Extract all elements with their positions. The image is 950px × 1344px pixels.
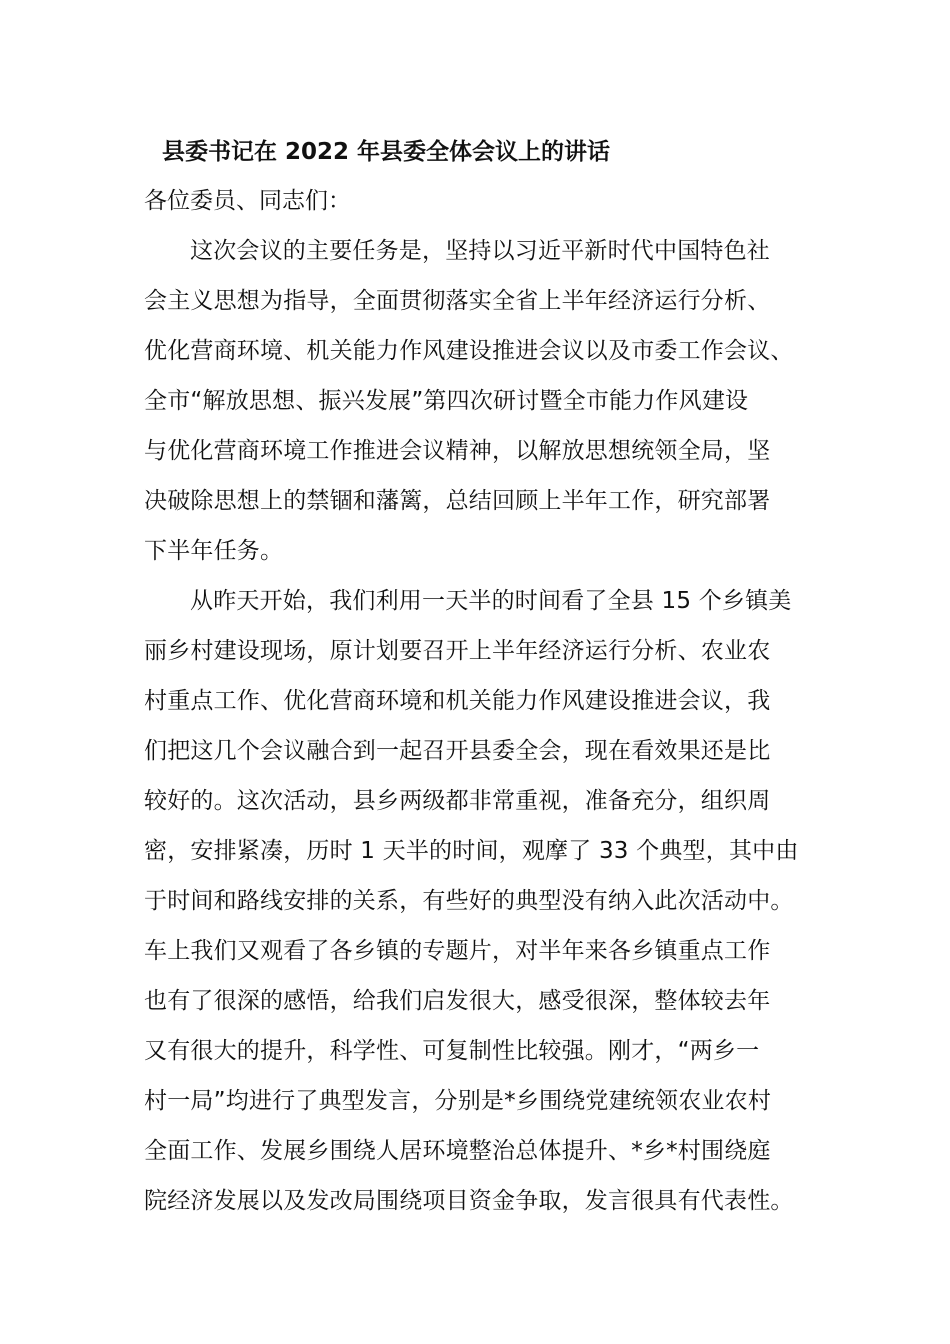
paragraph-2 — [144, 576, 824, 1226]
paragraph-line: 决破除思想上的禁锢和藩篱，总结回顾上半年工作，研究部署 — [144, 488, 771, 514]
paragraph-line: 们把这几个会议融合到一起召开县委全会，现在看效果还是比 — [144, 738, 771, 764]
paragraph-1 — [144, 226, 824, 576]
paragraph-line: 从昨天开始，我们利用一天半的时间看了全县 15 个乡镇美 — [190, 588, 792, 614]
document-title: 县委书记在 2022 年县委全体会议上的讲话 — [162, 139, 611, 165]
paragraph-line: 与优化营商环境工作推进会议精神，以解放思想统领全局，坚 — [144, 438, 771, 464]
paragraph-line: 于时间和路线安排的关系，有些好的典型没有纳入此次活动中。 — [144, 888, 794, 914]
paragraph-line: 较好的。这次活动，县乡两级都非常重视，准备充分，组织周 — [144, 788, 771, 814]
paragraph-line: 全市“解放思想、振兴发展”第四次研讨暨全市能力作风建设 — [144, 388, 749, 414]
paragraph-line: 下半年任务。 — [144, 538, 284, 564]
paragraph-line: 密，安排紧凑，历时 1 天半的时间，观摩了 33 个典型，其中由 — [144, 838, 799, 864]
paragraph-line: 也有了很深的感悟，给我们启发很大，感受很深，整体较去年 — [144, 988, 771, 1014]
paragraph-line: 这次会议的主要任务是，坚持以习近平新时代中国特色社 — [190, 238, 770, 264]
paragraph-line: 车上我们又观看了各乡镇的专题片，对半年来各乡镇重点工作 — [144, 938, 771, 964]
paragraph-line: 又有很大的提升，科学性、可复制性比较强。刚才，“两乡一 — [144, 1038, 760, 1064]
paragraph-line: 全面工作、发展乡围绕人居环境整治总体提升、*乡*村围绕庭 — [144, 1138, 771, 1164]
salutation: 各位委员、同志们： — [144, 188, 351, 214]
paragraph-line: 村重点工作、优化营商环境和机关能力作风建设推进会议，我 — [144, 688, 771, 714]
paragraph-line: 村一局”均进行了典型发言，分别是*乡围绕党建统领农业农村 — [144, 1088, 772, 1114]
paragraph-line: 会主义思想为指导，全面贯彻落实全省上半年经济运行分析、 — [144, 288, 771, 314]
paragraph-line: 院经济发展以及发改局围绕项目资金争取，发言很具有代表性。 — [144, 1188, 794, 1214]
paragraph-line: 丽乡村建设现场，原计划要召开上半年经济运行分析、农业农 — [144, 638, 771, 664]
paragraph-line: 优化营商环境、机关能力作风建设推进会议以及市委工作会议、 — [144, 338, 794, 364]
